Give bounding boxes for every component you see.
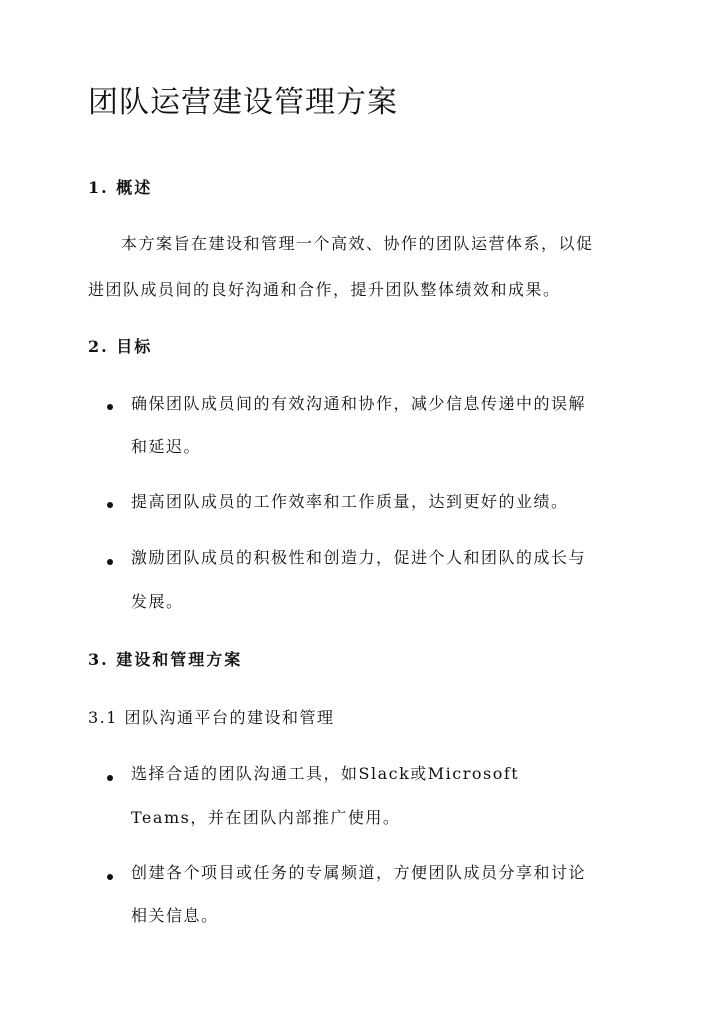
plan-item-1-line-2: Teams，并在团队内部推广使用。	[131, 808, 401, 827]
goal-item-2-line-1: 提高团队成员的工作效率和工作质量，达到更好的业绩。	[131, 492, 569, 511]
plan-item-1-line-1: 选择合适的团队沟通工具，如Slack或Microsoft	[131, 764, 520, 783]
plan-item-2-line-2: 相关信息。	[131, 906, 219, 925]
document-title: 团队运营建设管理方案	[88, 85, 398, 120]
plan-item-2-line-1: 创建各个项目或任务的专属频道，方便团队成员分享和讨论	[131, 863, 587, 882]
goal-item-1-line-1: 确保团队成员间的有效沟通和协作，减少信息传递中的误解	[131, 394, 587, 413]
overview-paragraph-line-2: 进团队成员间的良好沟通和合作，提升团队整体绩效和成果。	[88, 280, 561, 299]
bullet-dot-icon	[107, 874, 113, 880]
bullet-dot-icon	[107, 775, 113, 781]
subsection-heading-3-1: 3.1 团队沟通平台的建设和管理	[88, 708, 335, 727]
section-heading-plan: 3. 建设和管理方案	[88, 650, 243, 669]
goal-item-1-line-2: 和延迟。	[131, 437, 202, 456]
goal-item-3-line-1: 激励团队成员的积极性和创造力，促进个人和团队的成长与	[131, 548, 587, 567]
goal-item-3-line-2: 发展。	[131, 592, 184, 611]
bullet-dot-icon	[107, 404, 113, 410]
bullet-dot-icon	[107, 502, 113, 508]
bullet-dot-icon	[107, 559, 113, 565]
section-heading-goals: 2. 目标	[88, 337, 153, 356]
overview-paragraph-line-1: 本方案旨在建设和管理一个高效、协作的团队运营体系，以促	[121, 234, 594, 253]
section-heading-overview: 1. 概述	[88, 178, 153, 197]
